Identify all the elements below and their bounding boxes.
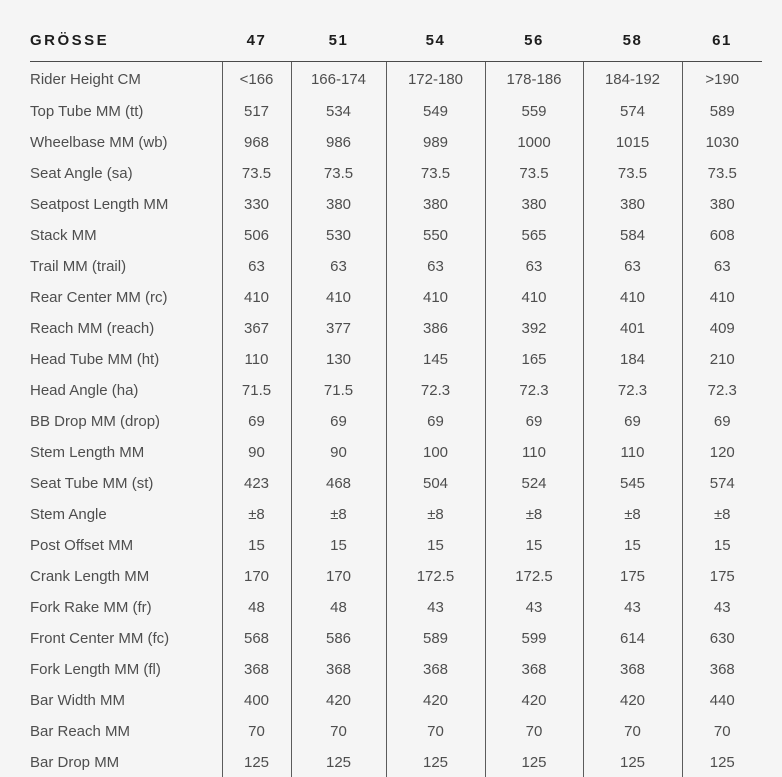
cell-value: 69 xyxy=(682,406,762,437)
row-label: Wheelbase MM (wb) xyxy=(30,134,168,151)
cell-value: 69 xyxy=(583,406,682,437)
row-label: Stack MM xyxy=(30,227,97,244)
cell-value: 524 xyxy=(485,468,583,499)
cell-value: 184-192 xyxy=(583,62,682,97)
cell-value: 170 xyxy=(222,561,291,592)
table-row xyxy=(30,654,762,685)
cell-value: 70 xyxy=(583,716,682,747)
table-row xyxy=(30,437,762,468)
cell-value: 43 xyxy=(386,592,485,623)
table-row xyxy=(30,499,762,530)
row-label: Crank Length MM xyxy=(30,568,150,585)
row-label: Seatpost Length MM xyxy=(30,196,169,213)
cell-value: 175 xyxy=(583,561,682,592)
cell-value: 368 xyxy=(291,654,386,685)
cell-value: 410 xyxy=(386,282,485,313)
cell-value: <166 xyxy=(222,62,291,97)
cell-value: 43 xyxy=(485,592,583,623)
cell-value: 380 xyxy=(682,189,762,220)
cell-value: 565 xyxy=(485,220,583,251)
cell-value: 380 xyxy=(386,189,485,220)
table-row xyxy=(30,189,762,220)
cell-value: 410 xyxy=(222,282,291,313)
cell-value: 410 xyxy=(682,282,762,313)
cell-value: 172.5 xyxy=(485,561,583,592)
cell-value: 69 xyxy=(386,406,485,437)
cell-value: 63 xyxy=(386,251,485,282)
table-row xyxy=(30,96,762,127)
cell-value: 517 xyxy=(222,96,291,127)
table-row xyxy=(30,561,762,592)
cell-value: 1015 xyxy=(583,127,682,158)
cell-value: 589 xyxy=(386,623,485,654)
cell-value: 377 xyxy=(291,313,386,344)
cell-value: 410 xyxy=(583,282,682,313)
table-row xyxy=(30,158,762,189)
cell-value: 73.5 xyxy=(583,158,682,189)
cell-value: 614 xyxy=(583,623,682,654)
cell-value: 574 xyxy=(682,468,762,499)
cell-value: 423 xyxy=(222,468,291,499)
cell-value: 90 xyxy=(291,437,386,468)
row-label: Stem Angle xyxy=(30,506,107,523)
cell-value: 72.3 xyxy=(583,375,682,406)
table-row xyxy=(30,62,762,97)
row-label: Bar Reach MM xyxy=(30,723,131,740)
cell-value: 986 xyxy=(291,127,386,158)
cell-value: 549 xyxy=(386,96,485,127)
row-label: Seat Tube MM (st) xyxy=(30,475,154,492)
table-row xyxy=(30,220,762,251)
cell-value: 48 xyxy=(291,592,386,623)
cell-value: 368 xyxy=(485,654,583,685)
cell-value: 125 xyxy=(386,747,485,777)
row-label: Head Angle (ha) xyxy=(30,382,139,399)
row-label: Top Tube MM (tt) xyxy=(30,103,144,120)
cell-value: 125 xyxy=(583,747,682,777)
table-row xyxy=(30,530,762,561)
cell-value: 589 xyxy=(682,96,762,127)
row-label: Fork Rake MM (fr) xyxy=(30,599,152,616)
cell-value: 73.5 xyxy=(485,158,583,189)
cell-value: 574 xyxy=(583,96,682,127)
cell-value: 210 xyxy=(682,344,762,375)
cell-value: ±8 xyxy=(583,499,682,530)
size-column-header: 51 xyxy=(291,0,386,62)
cell-value: 90 xyxy=(222,437,291,468)
size-column-header: 54 xyxy=(386,0,485,62)
cell-value: ±8 xyxy=(386,499,485,530)
size-column-header: 56 xyxy=(485,0,583,62)
cell-value: 599 xyxy=(485,623,583,654)
cell-value: 410 xyxy=(485,282,583,313)
cell-value: 43 xyxy=(682,592,762,623)
cell-value: 468 xyxy=(291,468,386,499)
geometry-table-body xyxy=(30,62,762,777)
cell-value: 420 xyxy=(485,685,583,716)
table-row xyxy=(30,468,762,499)
cell-value: 73.5 xyxy=(386,158,485,189)
cell-value: 15 xyxy=(386,530,485,561)
cell-value: 368 xyxy=(222,654,291,685)
cell-value: 15 xyxy=(485,530,583,561)
cell-value: 70 xyxy=(291,716,386,747)
cell-value: 559 xyxy=(485,96,583,127)
table-row xyxy=(30,313,762,344)
cell-value: ±8 xyxy=(291,499,386,530)
table-row xyxy=(30,592,762,623)
cell-value: 165 xyxy=(485,344,583,375)
cell-value: 368 xyxy=(386,654,485,685)
cell-value: 1030 xyxy=(682,127,762,158)
geometry-table xyxy=(30,0,762,777)
cell-value: 69 xyxy=(291,406,386,437)
cell-value: 175 xyxy=(682,561,762,592)
row-label: Bar Width MM xyxy=(30,692,126,709)
cell-value: 400 xyxy=(222,685,291,716)
cell-value: 73.5 xyxy=(682,158,762,189)
cell-value: 568 xyxy=(222,623,291,654)
cell-value: 586 xyxy=(291,623,386,654)
table-row xyxy=(30,406,762,437)
row-label: Seat Angle (sa) xyxy=(30,165,133,182)
cell-value: 73.5 xyxy=(222,158,291,189)
cell-value: 110 xyxy=(222,344,291,375)
cell-value: ±8 xyxy=(682,499,762,530)
cell-value: 530 xyxy=(291,220,386,251)
cell-value: 110 xyxy=(583,437,682,468)
table-row xyxy=(30,716,762,747)
cell-value: 70 xyxy=(222,716,291,747)
row-label: Bar Drop MM xyxy=(30,747,222,777)
size-column-header: 61 xyxy=(682,0,762,62)
cell-value: 380 xyxy=(291,189,386,220)
cell-value: 989 xyxy=(386,127,485,158)
cell-value: 184 xyxy=(583,344,682,375)
size-column-header: 58 xyxy=(583,0,682,62)
table-row xyxy=(30,375,762,406)
cell-value: 70 xyxy=(485,716,583,747)
cell-value: 409 xyxy=(682,313,762,344)
row-label: Fork Length MM (fl) xyxy=(30,661,161,678)
row-label: BB Drop MM (drop) xyxy=(30,413,161,430)
cell-value: 534 xyxy=(291,96,386,127)
cell-value: 330 xyxy=(222,189,291,220)
cell-value: 70 xyxy=(682,716,762,747)
cell-value: 506 xyxy=(222,220,291,251)
cell-value: 440 xyxy=(682,685,762,716)
cell-value: 386 xyxy=(386,313,485,344)
cell-value: 380 xyxy=(485,189,583,220)
cell-value: 608 xyxy=(682,220,762,251)
cell-value: 63 xyxy=(682,251,762,282)
cell-value: 71.5 xyxy=(222,375,291,406)
cell-value: 170 xyxy=(291,561,386,592)
cell-value: 63 xyxy=(222,251,291,282)
cell-value: 110 xyxy=(485,437,583,468)
cell-value: 166-174 xyxy=(291,62,386,97)
cell-value: 380 xyxy=(583,189,682,220)
header-row xyxy=(30,0,762,62)
cell-value: 72.3 xyxy=(682,375,762,406)
table-header xyxy=(30,0,762,62)
cell-value: 69 xyxy=(222,406,291,437)
row-label: Stem Length MM xyxy=(30,444,145,461)
table-row xyxy=(30,282,762,313)
table-row xyxy=(30,747,762,777)
cell-value: ±8 xyxy=(485,499,583,530)
cell-value: 368 xyxy=(682,654,762,685)
cell-value: 72.3 xyxy=(485,375,583,406)
row-label: Front Center MM (fc) xyxy=(30,630,170,647)
cell-value: 420 xyxy=(291,685,386,716)
cell-value: 178-186 xyxy=(485,62,583,97)
cell-value: 63 xyxy=(583,251,682,282)
cell-value: 420 xyxy=(386,685,485,716)
cell-value: 125 xyxy=(291,747,386,777)
cell-value: 72.3 xyxy=(386,375,485,406)
cell-value: 401 xyxy=(583,313,682,344)
size-column-header: 47 xyxy=(222,0,291,62)
row-label: Rider Height CM xyxy=(30,70,141,88)
cell-value: 70 xyxy=(386,716,485,747)
cell-value: 550 xyxy=(386,220,485,251)
row-label: Head Tube MM (ht) xyxy=(30,351,160,368)
cell-value: 100 xyxy=(386,437,485,468)
cell-value: 125 xyxy=(485,747,583,777)
cell-value: >190 xyxy=(682,62,762,97)
cell-value: 15 xyxy=(583,530,682,561)
cell-value: 1000 xyxy=(485,127,583,158)
table-row xyxy=(30,127,762,158)
cell-value: 968 xyxy=(222,127,291,158)
cell-value: 71.5 xyxy=(291,375,386,406)
table-row xyxy=(30,344,762,375)
cell-value: 15 xyxy=(682,530,762,561)
cell-value: 367 xyxy=(222,313,291,344)
cell-value: 584 xyxy=(583,220,682,251)
cell-value: 73.5 xyxy=(291,158,386,189)
table-row xyxy=(30,623,762,654)
cell-value: 145 xyxy=(386,344,485,375)
table-row xyxy=(30,685,762,716)
cell-value: 545 xyxy=(583,468,682,499)
cell-value: 63 xyxy=(291,251,386,282)
cell-value: 15 xyxy=(291,530,386,561)
cell-value: 368 xyxy=(583,654,682,685)
cell-value: 120 xyxy=(682,437,762,468)
cell-value: 130 xyxy=(291,344,386,375)
cell-value: 43 xyxy=(583,592,682,623)
row-label: Trail MM (trail) xyxy=(30,258,127,275)
cell-value: 125 xyxy=(682,747,762,777)
cell-value: 504 xyxy=(386,468,485,499)
cell-value: 392 xyxy=(485,313,583,344)
row-label: Reach MM (reach) xyxy=(30,320,155,337)
cell-value: 420 xyxy=(583,685,682,716)
cell-value: 125 xyxy=(222,747,291,777)
size-title: GRÖSSE xyxy=(30,0,222,62)
cell-value: 172-180 xyxy=(386,62,485,97)
cell-value: 410 xyxy=(291,282,386,313)
cell-value: 172.5 xyxy=(386,561,485,592)
cell-value: 630 xyxy=(682,623,762,654)
cell-value: ±8 xyxy=(222,499,291,530)
cell-value: 69 xyxy=(485,406,583,437)
cell-value: 63 xyxy=(485,251,583,282)
table-row xyxy=(30,251,762,282)
row-label: Rear Center MM (rc) xyxy=(30,289,168,306)
row-label: Post Offset MM xyxy=(30,537,134,554)
cell-value: 48 xyxy=(222,592,291,623)
cell-value: 15 xyxy=(222,530,291,561)
